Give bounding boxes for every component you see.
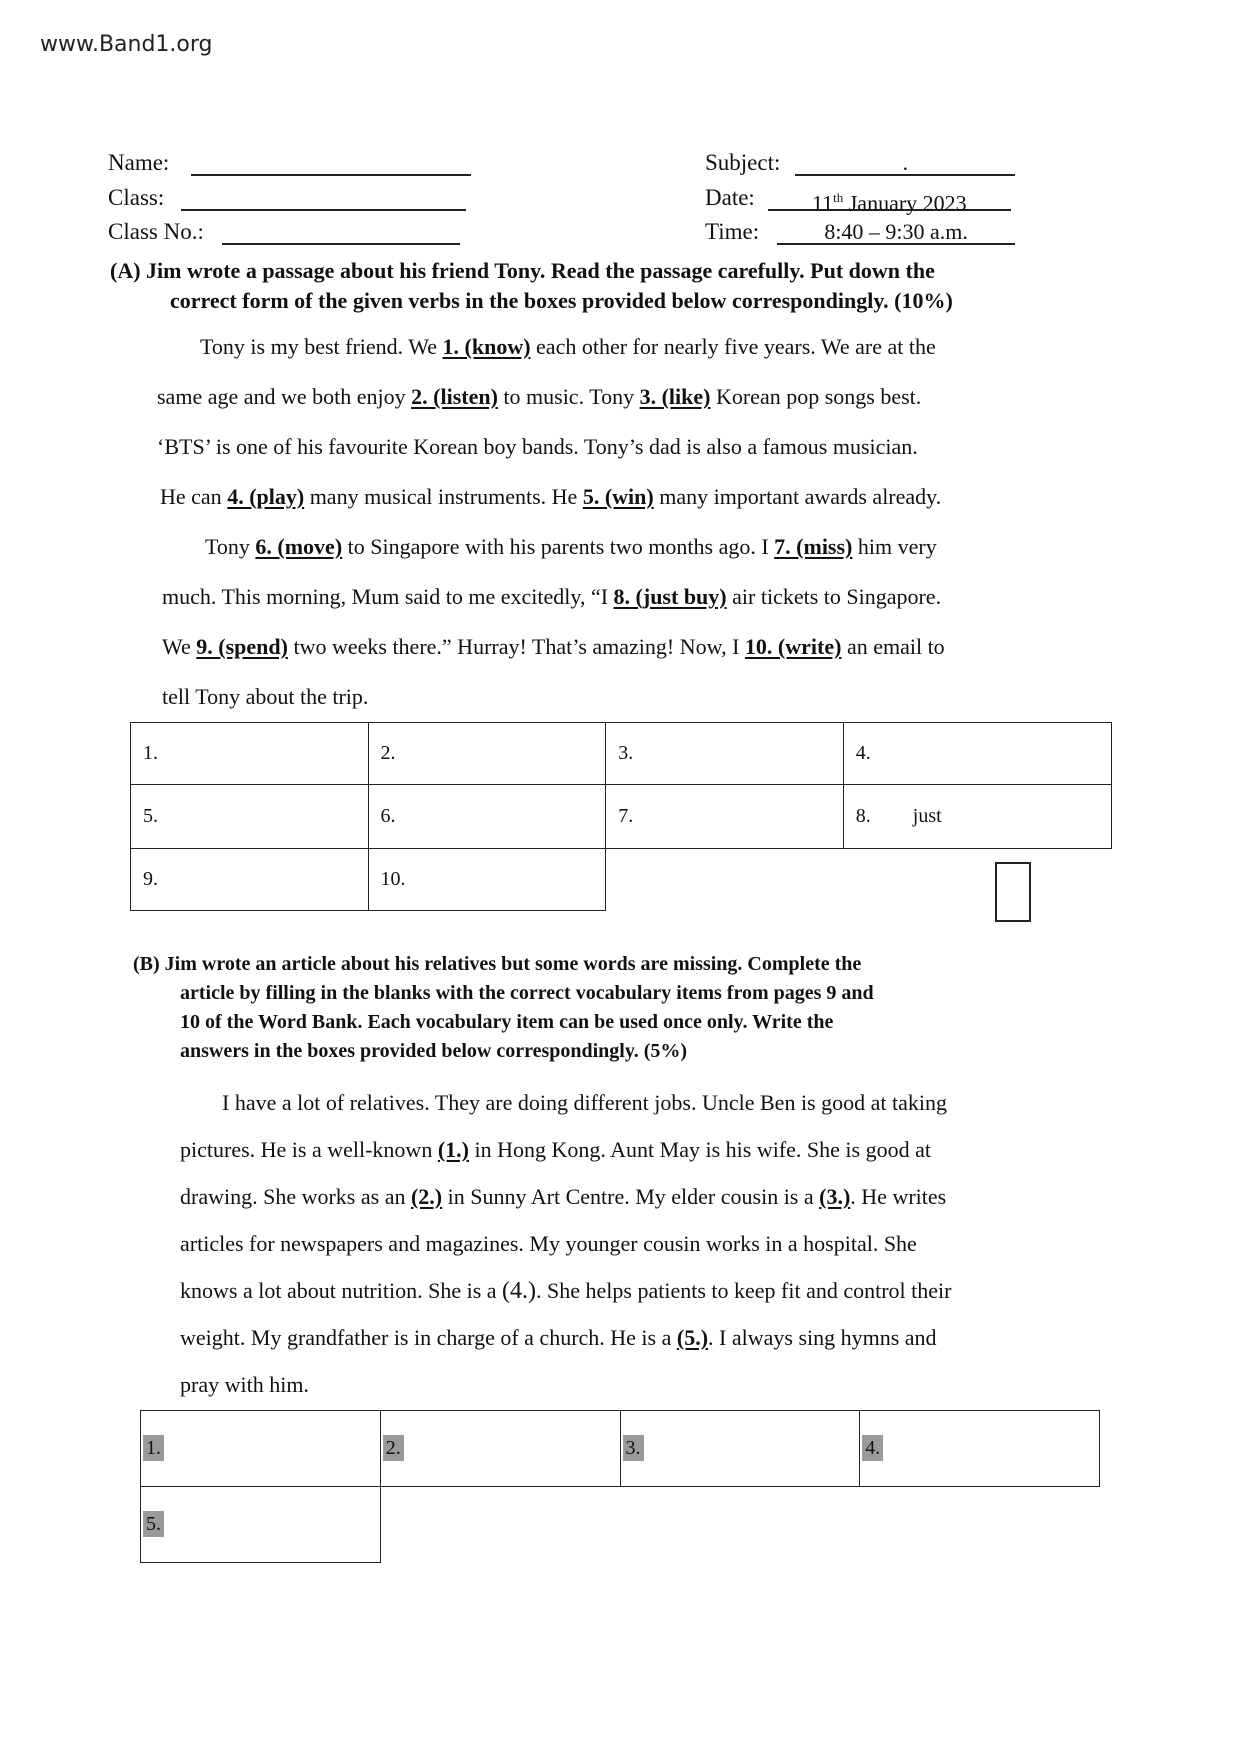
section-a-passage-line — [205, 534, 937, 560]
answer-label: 4. — [855, 742, 871, 764]
section-b-passage-line — [180, 1184, 946, 1210]
verb-blank: 4. (play) — [227, 484, 305, 509]
passage-text: knows a lot about nutrition. She is a — [180, 1278, 503, 1303]
answer-label: 10. — [380, 868, 406, 890]
section-b-passage-line — [180, 1278, 951, 1305]
passage-text: in Sunny Art Centre. My elder cousin is a — [442, 1184, 820, 1209]
class-field-row — [108, 185, 466, 211]
verb-blank: (4.) — [502, 1278, 537, 1304]
verb-blank: 8. (just buy) — [613, 584, 727, 609]
passage-text: Tony is my best friend. We — [200, 334, 443, 359]
section-a-passage-line — [162, 634, 945, 660]
section-b-passage-line — [222, 1090, 947, 1116]
passage-text: to music. Tony — [497, 384, 640, 409]
passage-text: each other for nearly five years. We are at the — [530, 334, 936, 359]
section-a-passage-line — [157, 384, 921, 410]
class-field[interactable] — [181, 187, 466, 211]
answer-label: 9. — [143, 868, 158, 890]
empty-cell — [620, 1487, 860, 1563]
passage-text: same age and we both enjoy — [157, 384, 412, 409]
answer-value: just — [912, 805, 942, 827]
section-b-passage-line — [180, 1372, 309, 1398]
class-no-label: Class No.: — [108, 219, 204, 244]
date-field[interactable] — [768, 187, 1011, 216]
answer-box-b-2[interactable] — [380, 1411, 620, 1487]
passage-text: weight. My grandfather is in charge of a church. He is a — [180, 1325, 677, 1350]
date-label: Date: — [705, 185, 755, 210]
answer-label: 5. — [143, 805, 158, 827]
empty-cell — [606, 849, 844, 911]
verb-blank: 2. (listen) — [411, 384, 498, 409]
section-b-answer-table — [140, 1410, 1100, 1563]
passage-text: . He writes — [850, 1184, 947, 1209]
name-field[interactable] — [191, 152, 471, 176]
name-label: Name: — [108, 150, 170, 175]
answer-box-a-6[interactable] — [368, 785, 606, 849]
answer-label: 7. — [618, 805, 634, 827]
answer-box-b-1[interactable] — [141, 1411, 381, 1487]
verb-blank: 9. (spend) — [196, 634, 288, 659]
passage-text: many musical instruments. He — [304, 484, 583, 509]
section-b-passage-line — [180, 1325, 937, 1351]
passage-text: I have a lot of relatives. They are doing different jobs. Uncle Ben is good at taking — [222, 1090, 947, 1115]
answer-box-a-4[interactable] — [843, 723, 1111, 785]
passage-text: He can — [160, 484, 228, 509]
subject-field-row — [705, 150, 1015, 176]
answer-box-a-5[interactable] — [131, 785, 369, 849]
passage-text: many important awards already. — [653, 484, 942, 509]
passage-text: to Singapore with his parents two months ago. I — [342, 534, 775, 559]
time-field[interactable]: 8:40 – 9:30 a.m. — [777, 221, 1015, 245]
section-b-passage-line — [180, 1137, 931, 1163]
passage-text: two weeks there.” Hurray! That’s amazing! Now, I — [287, 634, 745, 659]
answer-box-a-1[interactable] — [131, 723, 369, 785]
date-month-year: January 2023 — [843, 190, 967, 216]
answer-box-b-5[interactable] — [141, 1487, 381, 1563]
section-a-instruction-line-1: (A) Jim wrote a passage about his friend Tony. Read the passage carefully. Put down the — [110, 258, 935, 283]
passage-text: We — [162, 634, 197, 659]
verb-blank: 6. (move) — [255, 534, 343, 559]
section-b-instruction-line-4: answers in the boxes provided below correspondingly. (5%) — [180, 1040, 688, 1062]
passage-text: . I always sing hymns and — [708, 1325, 937, 1350]
section-b-instructions — [133, 950, 874, 1066]
answer-box-a-7[interactable] — [606, 785, 844, 849]
section-a-answer-table — [130, 722, 1112, 911]
class-label: Class: — [108, 185, 165, 210]
date-suffix: th — [833, 190, 844, 205]
answer-box-a-2[interactable] — [368, 723, 606, 785]
time-field-row — [705, 219, 1015, 245]
empty-cell — [860, 1487, 1100, 1563]
answer-label: 2. — [380, 742, 396, 764]
passage-text: much. This morning, Mum said to me excitedly, “I — [162, 584, 614, 609]
answer-label: 8. — [855, 805, 871, 827]
answer-label: 5. — [143, 1511, 164, 1537]
section-a-passage-line — [162, 584, 941, 610]
time-label: Time: — [705, 219, 760, 244]
answer-box-b-3[interactable] — [620, 1411, 860, 1487]
answer-label: 3. — [618, 742, 634, 764]
date-field-row — [705, 185, 1011, 216]
passage-text: an email to — [841, 634, 945, 659]
answer-label: 3. — [623, 1435, 644, 1461]
passage-text: . She helps patients to keep fit and control their — [536, 1278, 952, 1303]
verb-blank: (2.) — [410, 1184, 443, 1209]
section-b-passage-line — [180, 1231, 917, 1257]
verb-blank: 5. (win) — [582, 484, 654, 509]
empty-cell — [380, 1487, 620, 1563]
passage-text: ‘BTS’ is one of his favourite Korean boy bands. Tony’s dad is also a famous musician. — [157, 434, 918, 459]
section-a-passage-line — [162, 684, 368, 710]
passage-text: in Hong Kong. Aunt May is his wife. She is good at — [468, 1137, 931, 1162]
passage-text: him very — [852, 534, 937, 559]
passage-text: articles for newspapers and magazines. My younger cousin works in a hospital. She — [180, 1231, 917, 1256]
answer-label: 1. — [143, 742, 158, 764]
passage-text: pictures. He is a well-known — [180, 1137, 438, 1162]
passage-text: tell Tony about the trip. — [162, 684, 369, 709]
passage-text: drawing. She works as an — [180, 1184, 411, 1209]
answer-box-a-8[interactable] — [843, 785, 1111, 849]
answer-label: 6. — [380, 805, 396, 827]
class-no-field[interactable] — [222, 221, 460, 245]
verb-blank: (3.) — [819, 1184, 851, 1209]
section-b-instruction-line-3: 10 of the Word Bank. Each vocabulary item can be used once only. Write the — [180, 1011, 834, 1033]
watermark: www.Band1.org — [40, 32, 213, 57]
section-a-passage-line — [157, 434, 918, 460]
answer-box-a-3[interactable] — [606, 723, 844, 785]
answer-label: 4. — [862, 1435, 883, 1461]
verb-blank: 10. (write) — [744, 634, 842, 659]
passage-text: air tickets to Singapore. — [726, 584, 942, 609]
answer-label: 1. — [143, 1435, 164, 1461]
verb-blank: 3. (like) — [639, 384, 711, 409]
verb-blank: (1.) — [437, 1137, 469, 1162]
section-b-instruction-line-1: (B) Jim wrote an article about his relatives but some words are missing. Complete the — [133, 953, 862, 975]
section-a-passage-line — [200, 334, 936, 360]
answer-label: 2. — [383, 1435, 404, 1461]
answer-box-b-4[interactable] — [860, 1411, 1100, 1487]
name-field-row — [108, 150, 471, 176]
empty-cell — [843, 849, 1111, 911]
verb-blank: 7. (miss) — [774, 534, 853, 559]
class-no-field-row — [108, 219, 460, 245]
passage-text: Korean pop songs best. — [710, 384, 922, 409]
answer-box-a-9[interactable] — [131, 849, 369, 911]
date-day: 11 — [811, 190, 834, 216]
verb-blank: (5.) — [676, 1325, 709, 1350]
passage-text: pray with him. — [180, 1372, 309, 1397]
subject-label: Subject: — [705, 150, 781, 175]
section-a-instruction-line-2: correct form of the given verbs in the boxes provided below correspondingly. (10%) — [170, 288, 953, 313]
subject-field[interactable]: . — [795, 152, 1015, 176]
section-a-passage-line — [160, 484, 941, 510]
marks-box[interactable] — [995, 862, 1031, 922]
section-b-instruction-line-2: article by filling in the blanks with the correct vocabulary items from pages 9 and — [180, 982, 874, 1004]
verb-blank: 1. (know) — [442, 334, 531, 359]
passage-text: Tony — [205, 534, 256, 559]
answer-box-a-10[interactable] — [368, 849, 606, 911]
